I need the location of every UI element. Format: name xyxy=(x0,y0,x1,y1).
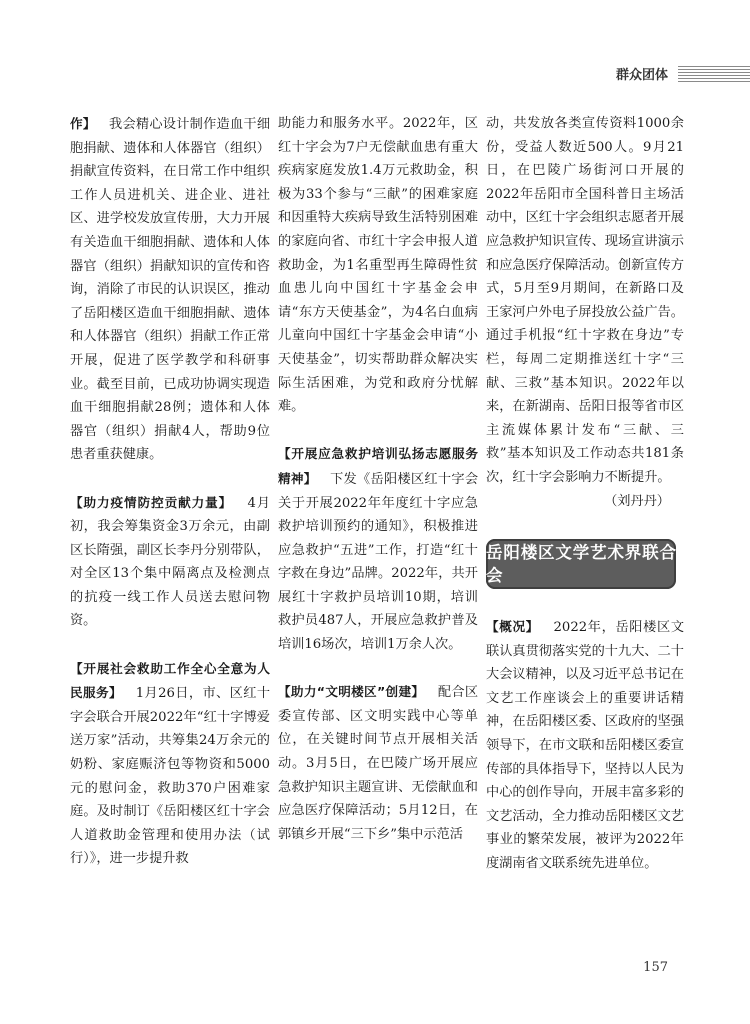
section-heading: 【开展应急救护培训弘扬志愿服务精神】 xyxy=(278,446,478,486)
page-header xyxy=(0,62,750,86)
paragraph-text: 下发《岳阳楼区红十字会关于开展2022年年度红十字应急救护培训预约的通知》，积极推进应急救护“五进”工作，打造“红十字救在身边”品牌。2022年，共开展红十字救护员培训10期，培训救护员487人，开展应急救护普及培训16场次，培训1万余人次。 xyxy=(278,471,479,653)
organization-banner: 岳阳楼区文学艺术界联合会 xyxy=(486,539,676,589)
paragraph xyxy=(70,491,270,634)
column-2 xyxy=(278,112,478,846)
paragraph xyxy=(70,112,270,467)
paragraph-text: 我会精心设计制作造血干细胞捐献、遗体和人体器官（组织）捐献宣传资料，在日常工作中组织工作人员进机关、进企业、进社区、进学校发放宣传册，大力开展有关造血干细胞捐献、遗体和人体器官（组织）捐献知识的宣传和咨询，消除了市民的认识误区，推动了岳阳楼区造血干细胞捐献、遗体和人体器官（组织）捐献工作正常开展，促进了医学教学和科研事业。截至目前，已成功协调实现造血干细胞捐献28例；遗体和人体器官（组织）捐献4人，帮助9位患者重获健康。 xyxy=(70,117,271,463)
header-decoration-lines xyxy=(678,66,750,82)
paragraph-text: 动，共发放各类宣传资料1000余份，受益人数近500人。9月21日，在巴陵广场街河口开展的2022年岳阳市全国科普日主场活动中，区红十字会组织志愿者开展应急救护知识宣传、现场宣讲演示和应急医疗保障活动。创新宣传方式，5月至9月期间，在新路口及王家河户外电子屏投放公益广告。通过手机报“红十字救在身边”专栏，每周二定期推送红十字“三献、三救”基本知识。2022年以来，在新湖南、岳阳日报等省市区主流媒体累计发布“三献、三救”基本知识及工作动态共181条次，红十字会影响力不断提升。 xyxy=(486,116,684,485)
page-number: 157 xyxy=(643,960,668,975)
author-signature: （刘丹丹） xyxy=(604,493,670,509)
section-heading: 作】 xyxy=(70,116,96,131)
paragraph-text: 2022年，岳阳楼区文联认真贯彻落实党的十九大、二十大会议精神，以及习近平总书记在文艺工作座谈会上的重要讲话精神，在岳阳楼区委、区政府的坚强领导下，在市文联和岳阳楼区委宣传部的具体指导下，坚持以人民为中心的创作导向，开展丰富多彩的文艺活动，全力推动岳阳楼区文艺事业的繁荣发展，被评为2022年度湖南省文联系统先进单位。 xyxy=(486,620,685,872)
column-1 xyxy=(70,112,270,871)
paragraph xyxy=(278,680,478,846)
paragraph xyxy=(70,657,270,871)
paragraph-text: 配合区委宣传部、区文明实践中心等单位，在关键时间节点开展相关活动。3月5日，在巴陵广场开展应急救护知识主题宣讲、无偿献血和应急医疗保障活动；5月12日，在郭镇乡开展“三下乡”集中示范活 xyxy=(278,685,479,842)
paragraph xyxy=(278,442,478,656)
paragraph xyxy=(486,615,684,876)
paragraph-text: 助能力和服务水平。2022年，区红十字会为7户无偿献血患有重大疾病家庭发放1.4万元救助金，积极为33个参与“三献”的困难家庭和因重特大疾病导致生活特别困难的家庭向省、市红十字会申报人道救助金，为1名重型再生障碍性贫血患儿向中国红十字基金会申请“东方天使基金”，为4名白血病儿童向中国红十字基金会申请“小天使基金”，切实帮助群众解决实际生活困难，为党和政府分忧解难。 xyxy=(278,116,478,415)
section-heading: 【开展社会救助工作全心全意为人民服务】 xyxy=(70,660,270,701)
section-heading: 【助力“文明楼区”创建】 xyxy=(278,684,425,700)
paragraph xyxy=(486,112,684,490)
section-heading: 【助力疫情防控贡献力量】 xyxy=(70,494,233,510)
paragraph xyxy=(278,112,478,419)
paragraph-text: 4月初，我会筹集资金3万余元，由副区长隋强，副区长李丹分别带队，对全区13个集中隔离点及检测点的抗疫一线工作人员送去慰问物资。 xyxy=(70,495,271,629)
section-heading: 【概况】 xyxy=(486,619,539,635)
section-title: 群众团体 xyxy=(615,68,668,83)
paragraph-text: 1月26日，市、区红十字会联合开展2022年“红十字博爱送万家”活动，共筹集24万余元的奶粉、家庭赈济包等物资和5000元的慰问金，救助370户困难家庭。及时制订《岳阳楼区红十字会人道救助金管理和使用办法（试行）》，进一步提升救 xyxy=(70,686,271,867)
column-3 xyxy=(486,112,684,876)
